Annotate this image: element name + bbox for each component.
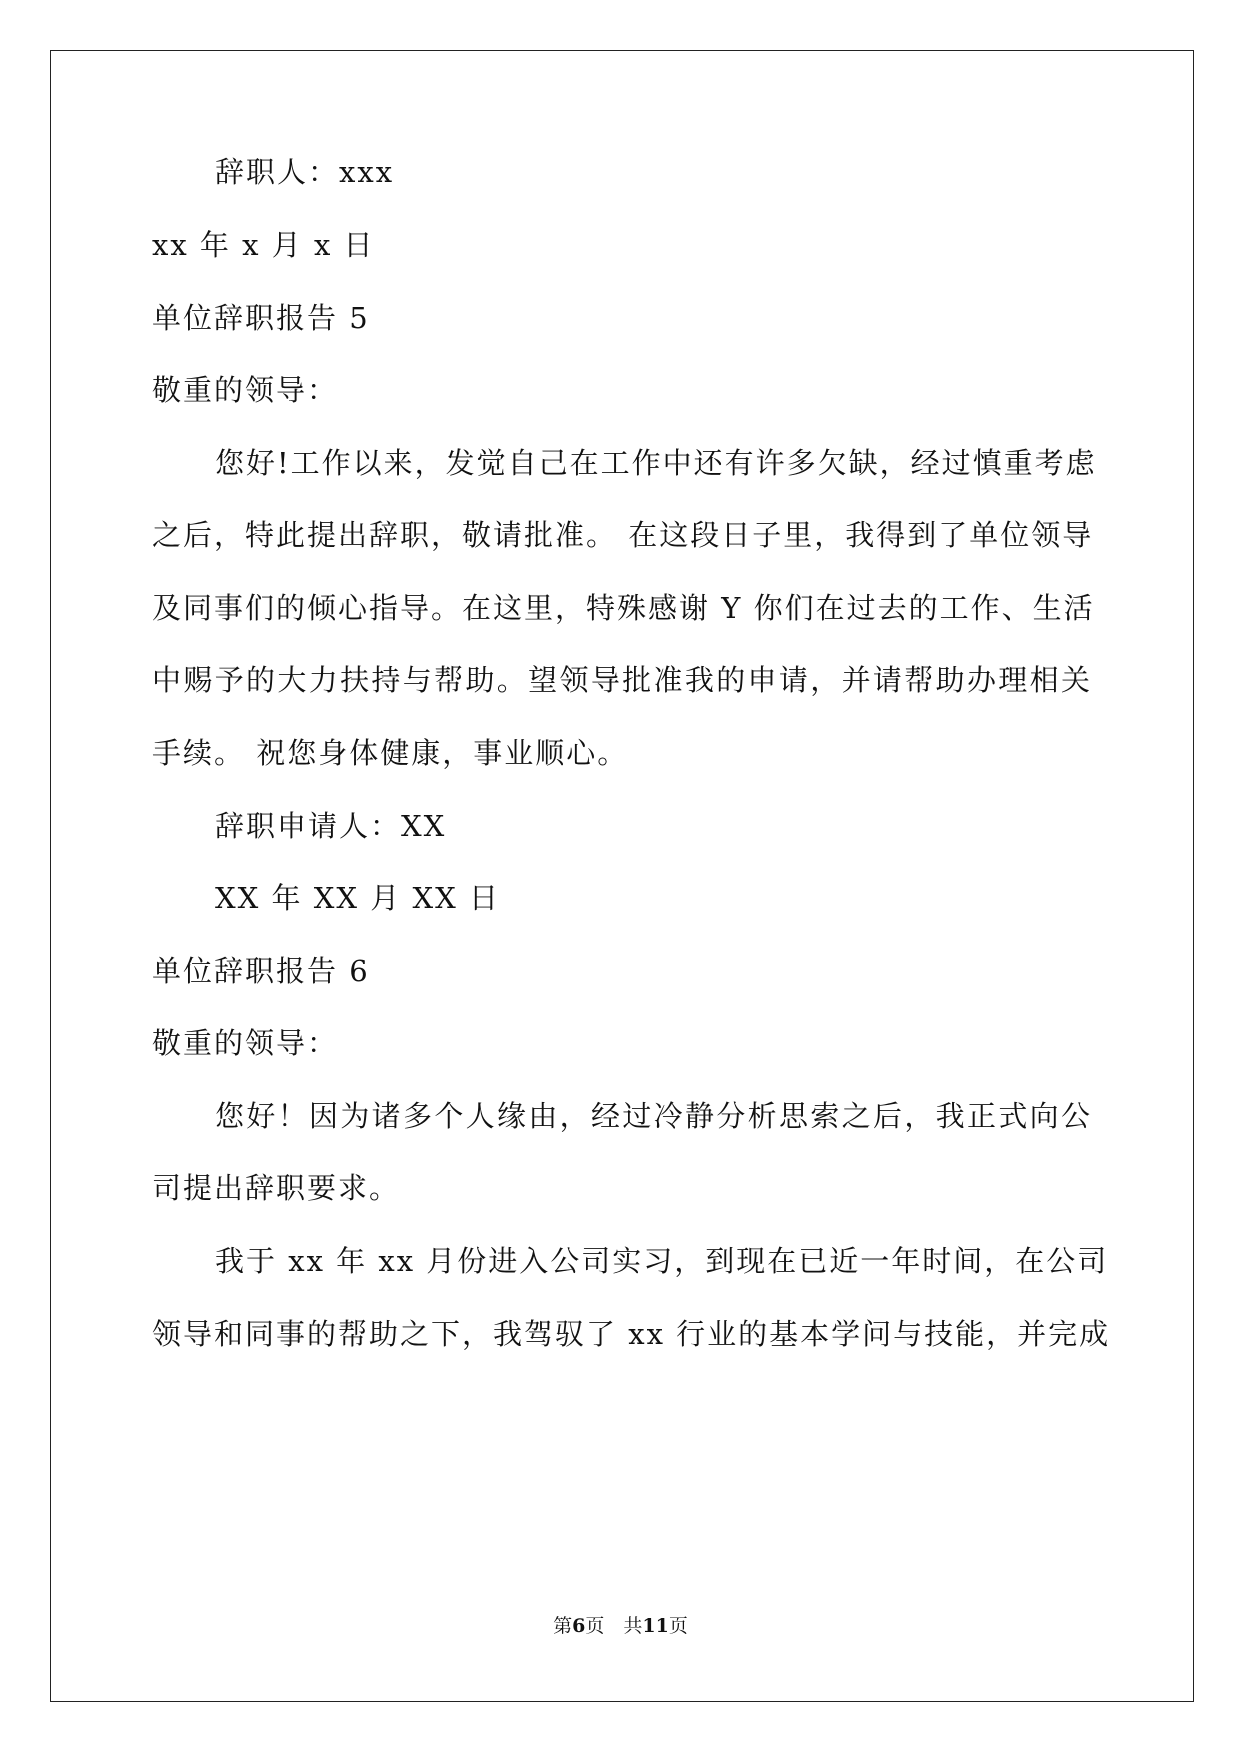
date-line: xx 年 x 月 x 日 [152, 228, 375, 262]
resigner-line: 辞职人：xxx [215, 155, 395, 189]
section-title-5: 单位辞职报告 5 [152, 301, 370, 335]
date-line: XX 年 XX 月 XX 日 [215, 881, 500, 915]
footer-page-number: 6 [572, 1615, 586, 1637]
body-line: 及同事们的倾心指导。在这里，特殊感谢 Y 你们在过去的工作、生活 [152, 591, 1095, 625]
footer-suffix: 页 [668, 1615, 688, 1637]
body-line: 之后，特此提出辞职，敬请批准。 在这段日子里，我得到了单位领导 [152, 518, 1094, 552]
salutation-line: 敬重的领导： [152, 373, 339, 407]
body-line: 手续。 祝您身体健康，事业顺心。 [152, 736, 629, 770]
body-line: 领导和同事的帮助之下，我驾驭了 xx 行业的基本学问与技能，并完成 [152, 1317, 1111, 1351]
salutation-line: 敬重的领导： [152, 1026, 339, 1060]
footer-total-pages: 11 [642, 1615, 669, 1637]
footer-middle: 页 共 [585, 1615, 643, 1637]
body-line: 您好!工作以来，发觉自己在工作中还有许多欠缺，经过慎重考虑 [215, 446, 1097, 480]
body-line: 我于 xx 年 xx 月份进入公司实习，到现在已近一年时间，在公司 [215, 1244, 1109, 1278]
body-line: 您好！因为诸多个人缘由，经过冷静分析思索之后，我正式向公 [215, 1099, 1092, 1133]
footer-prefix: 第 [553, 1615, 573, 1637]
body-line: 中赐予的大力扶持与帮助。望领导批准我的申请，并请帮助办理相关 [152, 663, 1092, 697]
section-title-6: 单位辞职报告 6 [152, 954, 370, 988]
body-line: 司提出辞职要求。 [152, 1171, 401, 1205]
page-footer [0, 1614, 1241, 1638]
applicant-line: 辞职申请人：XX [215, 809, 447, 843]
